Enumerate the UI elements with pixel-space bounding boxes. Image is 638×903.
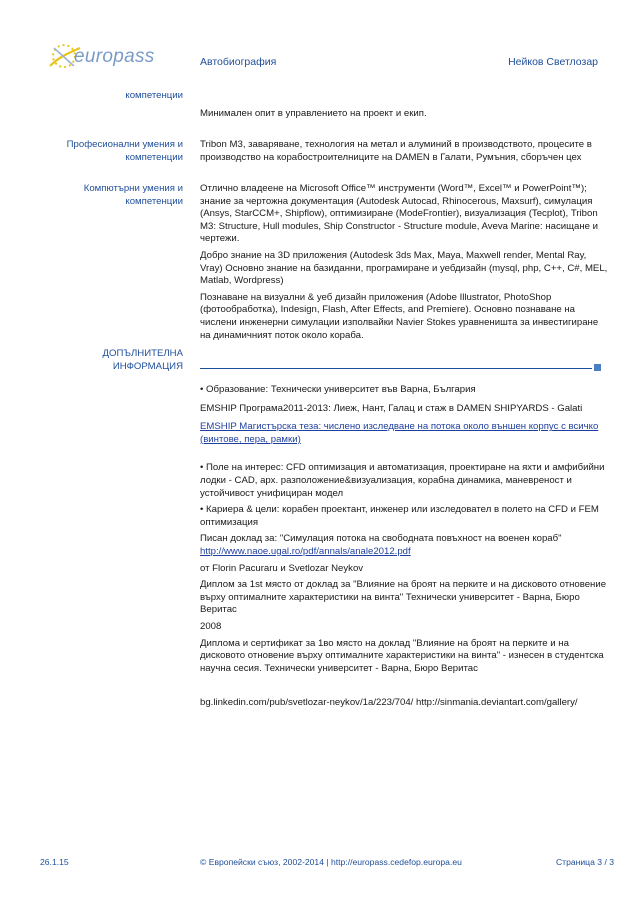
computer-paragraph: Отлично владеене на Microsoft Office™ инструменти (Word™, Excel™ и PowerPoint™); знание за чертожна документация (Autodesk Autocad, Rhinocerous, Maxsurf), симулация (Ansys, StarCCM+, Shipflow), оптимизиране (ModeFrontier), визуализация (Tecplot), Tribon M3: Structure, Hull modules, Ship Constructor - Structure module, Aveva Marine: насищане и чертежи. — [200, 183, 599, 245]
links-text: bg.linkedin.com/pub/svetlozar-neykov/1a/223/704/ http://sinmania.deviantart.com/gallery/ — [200, 697, 578, 709]
career-text: • Кариера & цели: корабен проектант, инженер или изследовател в полето на CFD и FEM оптимизация — [200, 504, 599, 528]
page-title: Автобиография — [200, 56, 277, 68]
europass-logo — [44, 40, 154, 76]
education-text: • Образование: Технически университет във Варна, България — [200, 384, 476, 395]
interest-text: • Поле на интерес: CFD оптимизация и автоматизация, проектиране на яхти и амфибийни лодки - CAD, арх. разположение&визуализация, корабна динамика, маневреност и устойчивост унифициран модел — [200, 462, 605, 499]
label-computer: Компютърни умения и компетенции — [83, 183, 183, 207]
footer-page: Страница 3 / 3 — [555, 857, 614, 867]
emship-text: EMSHIP Програма2011-2013: Лиеж, Нант, Галац и стаж в DAMEN SHIPYARDS - Galati — [200, 402, 583, 414]
text-management: Минимален опит в управлението на проект и екип. — [200, 108, 427, 119]
text-professional: Tribon M3, заваряване, технология на метал и алуминий в производството, процесите в производство на корабостроителниците на DAMEN в Галати, Румъния, сборъчен цех — [200, 139, 592, 163]
footer-date: 26.1.15 — [40, 857, 69, 867]
label-professional: Професионални умения и компетенции — [66, 139, 183, 163]
label-additional: ДОПЪЛНИТЕЛНА ИНФОРМАЦИЯ — [102, 348, 183, 372]
computer-paragraph: Добро знание на 3D приложения (Autodesk 3ds Max, Maya, Maxwell render, Mental Ray, Vray) Основно знание на базиданни, програмиране и уебдизайн (mysql, php, C++, C#, MEL, Matlab, Wordpress) — [200, 249, 608, 287]
report-text: Писан доклад за: "Симулация потока на свободната повъхност на военен кораб" — [200, 533, 562, 545]
section-divider — [200, 368, 592, 369]
report-link[interactable]: http://www.naoe.ugal.ro/pdf/annals/anale2012.pdf — [200, 545, 411, 557]
diploma2-text: Диплома и сертификат за 1во място на доклад "Влияние на броят на перките и на дисковото отновение върху оптималните характеристики на винта" - изнесен в студентска научна сесия. Технически университет - Варна, Бюро Веритас — [200, 637, 604, 674]
logo-text: europass — [74, 46, 155, 67]
person-name: Нейков Светлозар — [508, 56, 598, 68]
thesis-text: EMSHIP Магистърска теза: числено изследване на потока около външен корпус с всичко (винтове, пера, рамки) — [200, 421, 599, 445]
divider-square — [594, 364, 601, 371]
additional-content — [200, 384, 610, 714]
computer-paragraph: Познаване на визуални & уеб дизайн приложения (Adobe Illustrator, PhotoShop (фотообработка), Indesign, Flash, After Effects, and Premiere). Основно познаване на числени инженерни симулации изполвайки Navier Stokes уравненишта за инвестигиране на динамичният поток около кораба. — [200, 291, 599, 341]
label-management: компетенции — [125, 90, 183, 101]
text-computer — [200, 183, 610, 346]
authors-text: от Florin Pacuraru и Svetlozar Neykov — [200, 562, 364, 574]
footer-copyright: © Европейски съюз, 2002-2014 | http://europass.cedefop.europa.eu — [200, 857, 462, 867]
year-text: 2008 — [200, 620, 222, 632]
diploma1-text: Диплом за 1st място от доклад за "Влияние на броят на перките и на дисковото отновение върху оптималните характеристики на винта" Технически университет - Варна, Бюро Веритас — [200, 579, 607, 616]
